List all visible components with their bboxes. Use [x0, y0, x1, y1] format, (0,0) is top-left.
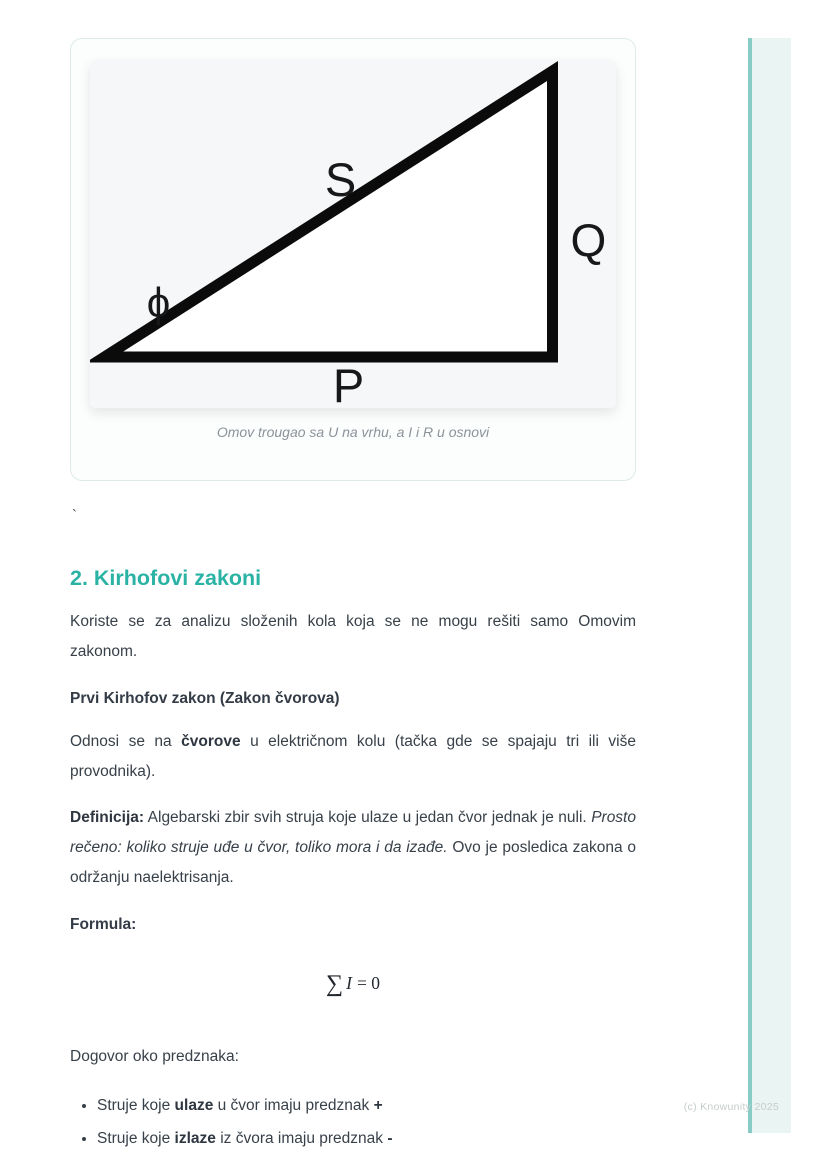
text-run: u električnom kolu (tačka gde se spajaju tri ili više provodnika).	[70, 733, 636, 780]
text-run: u čvor imaju predznak	[213, 1097, 374, 1114]
bold-run-ulaze: ulaze	[174, 1097, 214, 1114]
formula-label: Formula:	[70, 916, 137, 933]
figure-caption: Omov trougao sa U na vrhu, a I i R u osnovi	[216, 424, 490, 440]
section-heading-kirhofovi-zakoni: 2. Kirhofovi zakoni	[70, 566, 262, 590]
label-active-power-p: P	[332, 359, 365, 408]
current-variable: I	[346, 973, 352, 993]
content-column	[70, 38, 636, 1158]
paragraph-odnosi	[70, 727, 636, 787]
scrollbar-band[interactable]	[748, 38, 791, 1133]
formula-sum-of-currents	[70, 971, 636, 998]
text-run: Ovo je posledica zakona o održanju naelektrisanja.	[70, 839, 636, 886]
label-reactive-power-q: Q	[570, 214, 607, 266]
subheading-first-kirchhoff-law: Prvi Kirhofov zakon (Zakon čvorova)	[70, 690, 340, 707]
text-run: Algebarski zbir svih struja koje ulaze u jedan čvor jednak je nuli.	[144, 809, 592, 826]
figure-card	[70, 38, 636, 481]
stray-backtick-char: `	[72, 507, 77, 524]
paragraph-dogovor: Dogovor oko predznaka:	[70, 1048, 239, 1065]
text-run: iz čvora imaju predznak	[215, 1130, 388, 1147]
bold-run-cvorove: čvorove	[181, 733, 241, 750]
text-run: Odnosi se na	[70, 733, 182, 750]
bold-run-izlaze: izlaze	[174, 1130, 216, 1147]
bold-run-definicija: Definicija:	[70, 809, 145, 826]
italic-run-prosto-receno: Prosto rečeno: koliko struje uđe u čvor, toliko mora i da izađe.	[70, 809, 636, 856]
list-item-currents-entering	[97, 1092, 636, 1120]
text-run: Struje koje	[97, 1097, 175, 1114]
text-run: Struje koje	[97, 1130, 175, 1147]
paragraph-intro: Koriste se za analizu složenih kola koja se ne mogu rešiti samo Omovim zakonom.	[70, 613, 636, 660]
copyright-notice: (c) Knowunity 2025	[683, 1101, 779, 1113]
list-item-currents-leaving	[97, 1125, 636, 1153]
triangle-shape	[105, 71, 553, 357]
power-triangle-svg	[90, 60, 616, 408]
label-apparent-power-s: S	[324, 153, 357, 206]
sign-convention-list	[70, 1092, 636, 1153]
paragraph-definicija	[70, 803, 636, 893]
bold-run-plus-sign: +	[373, 1097, 383, 1114]
power-triangle-figure	[90, 60, 616, 408]
bold-run-minus-sign: -	[387, 1130, 393, 1147]
sigma-symbol: ∑	[326, 971, 344, 997]
equals-zero: = 0	[356, 973, 380, 993]
label-phase-angle-phi: ϕ	[146, 279, 171, 326]
